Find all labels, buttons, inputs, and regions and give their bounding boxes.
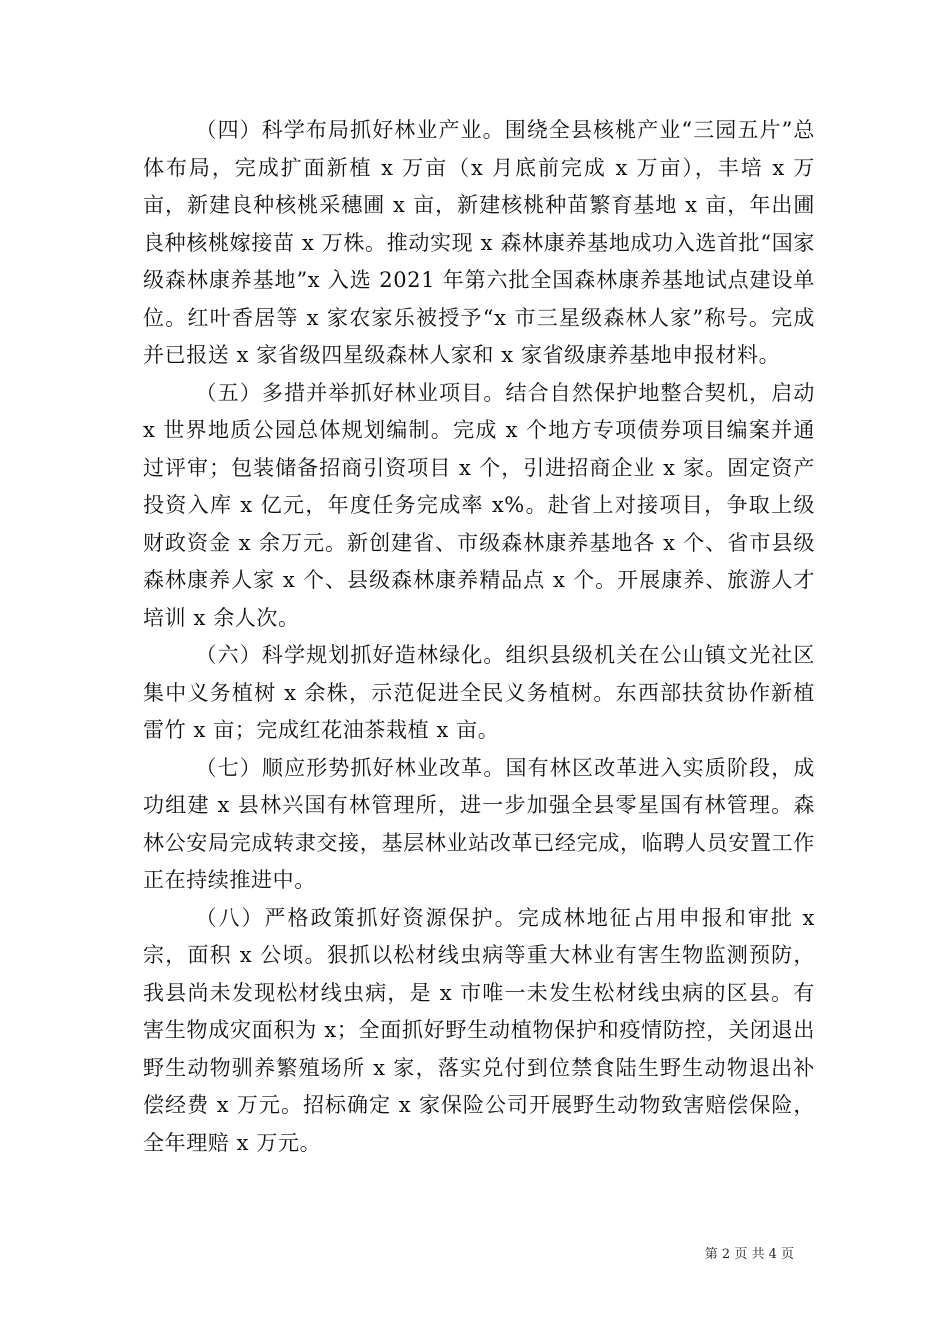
paragraph-7-forestry-reform: （七）顺应形势抓好林业改革。国有林区改革进入实质阶段，成功组建 x 县林兴国有林管理所，进一步加强全县零星国有林管理。森林公安局完成转隶交接，基层林业站改革已经完成，临聘人员安置工作正在持续推进中。 — [143, 755, 815, 892]
paragraph-8-resource-protection: （八）严格政策抓好资源保护。完成林地征占用申报和审批 x 宗，面积 x 公顷。狠抓以松材线虫病等重大林业有害生物监测预防，我县尚未发现松材线虫病，是 x 市唯一未发生松材线虫病的区县。有害生物成灾面积为 x；全面抓好野生动植物保护和疫情防控，关闭退出野生动物驯养繁殖场所 x 家，落实兑付到位禁食陆生野生动物退出补偿经费 x 万元。招标确定 x 家保险公司开展野生动物致害赔偿保险，全年理赔 x 万元。 — [143, 905, 815, 1155]
paragraph-4-forestry-industry: （四）科学布局抓好林业产业。围绕全县核桃产业“三园五片”总体布局，完成扩面新植 x 万亩（x 月底前完成 x 万亩），丰培 x 万亩，新建良种核桃采穗圃 x 亩，新建核桃种苗繁育基地 x 亩，年出圃良种核桃嫁接苗 x 万株。推动实现 x 森林康养基地成功入选首批“国家级森林康养基地”x 入选 2021 年第六批全国森林康养基地试点建设单位。红叶香居等 x 家农家乐被授予“x 市三星级森林人家”称号。完成并已报送 x 家省级四星级森林人家和 x 家省级康养基地申报材料。 — [143, 118, 815, 367]
paragraph-6-afforestation: （六）科学规划抓好造林绿化。组织县级机关在公山镇文光社区集中义务植树 x 余株，示范促进全民义务植树。东西部扶贫协作新植雷竹 x 亩；完成红花油茶栽植 x 亩。 — [143, 643, 815, 742]
paragraph-5-forestry-projects: （五）多措并举抓好林业项目。结合自然保护地整合契机，启动 x 世界地质公园总体规划编制。完成 x 个地方专项债券项目编案并通过评审；包装储备招商引资项目 x 个，引进招商企业 x 家。固定资产投资入库 x 亿元，年度任务完成率 x%。赴省上对接项目，争取上级财政资金 x 余万元。新创建省、市级森林康养基地各 x 个、省市县级森林康养人家 x 个、县级森林康养精品点 x 个。开展康养、旅游人才培训 x 余人次。 — [143, 380, 815, 630]
document-body — [143, 112, 815, 1162]
page-number: 第 2 页 共 4 页 — [704, 1247, 794, 1262]
